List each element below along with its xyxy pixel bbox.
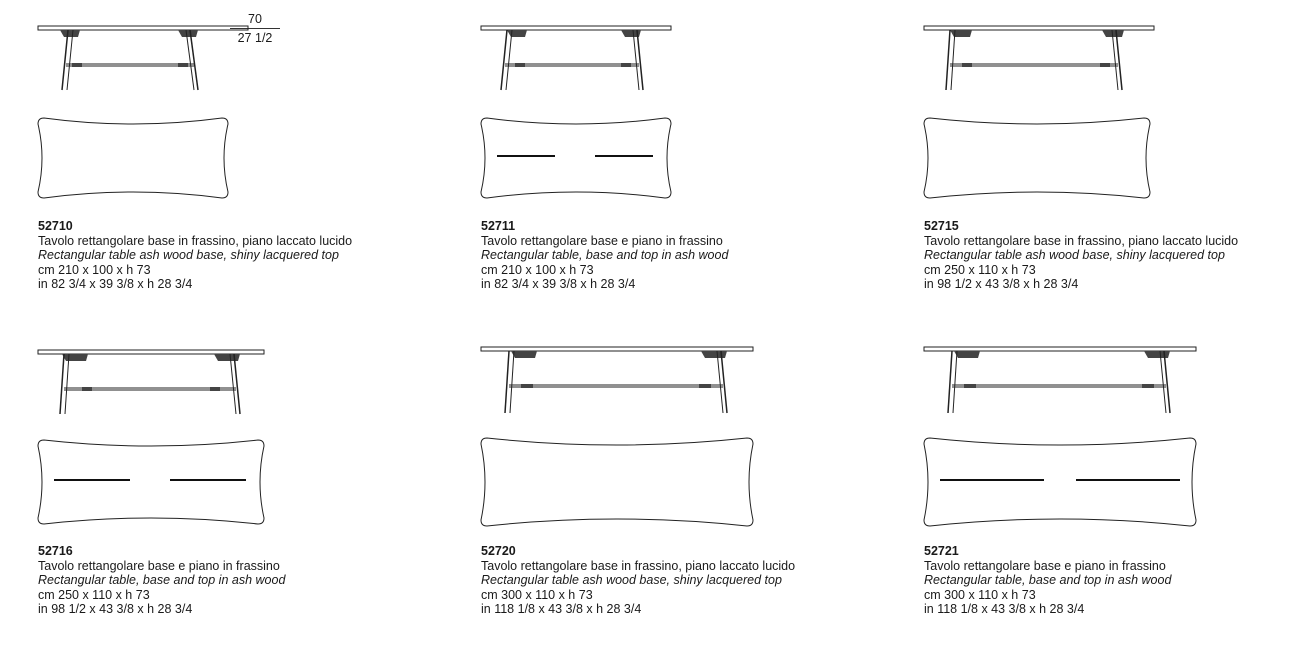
- description-italian: Tavolo rettangolare base e piano in frassino: [924, 558, 1166, 573]
- product-caption: [481, 219, 728, 292]
- table-elevation-drawing: [481, 345, 753, 419]
- table-plan-drawing: [924, 436, 1196, 528]
- description-italian: Tavolo rettangolare base in frassino, piano laccato lucido: [924, 233, 1239, 248]
- dimensions-inches: in 98 1/2 x 43 3/8 x h 28 3/4: [38, 602, 193, 617]
- dimensions-cm: cm 250 x 110 x h 73: [38, 587, 150, 602]
- table-elevation-drawing: [481, 24, 671, 96]
- description-english: Rectangular table ash wood base, shiny lacquered top: [924, 248, 1225, 263]
- height-cm: 70: [248, 12, 262, 26]
- description-italian: Tavolo rettangolare base in frassino, piano laccato lucido: [481, 558, 796, 573]
- dimensions-cm: cm 210 x 100 x h 73: [481, 262, 594, 277]
- table-plan-drawing: [924, 116, 1150, 200]
- description-italian: Tavolo rettangolare base in frassino, piano laccato lucido: [38, 233, 353, 248]
- dimensions-inches: in 82 3/4 x 39 3/8 x h 28 3/4: [38, 277, 193, 292]
- product-code: 52720: [481, 544, 516, 558]
- product-caption: [924, 544, 1171, 617]
- table-plan-drawing: [481, 116, 671, 200]
- product-code: 52710: [38, 219, 73, 233]
- table-plan-drawing: [38, 116, 228, 200]
- dimensions-cm: cm 210 x 100 x h 73: [38, 262, 151, 277]
- product-code: 52715: [924, 219, 959, 233]
- product-code: 52711: [481, 219, 516, 233]
- description-english: Rectangular table ash wood base, shiny lacquered top: [481, 573, 782, 588]
- table-elevation-drawing: [38, 348, 264, 420]
- product-caption: [481, 544, 795, 617]
- description-english: Rectangular table, base and top in ash wood: [38, 573, 286, 588]
- table-elevation-drawing: [924, 345, 1196, 419]
- product-caption: [924, 219, 1238, 292]
- dimensions-inches: in 82 3/4 x 39 3/8 x h 28 3/4: [481, 277, 636, 292]
- dimensions-cm: cm 300 x 110 x h 73: [481, 587, 593, 602]
- product-caption: [38, 544, 285, 617]
- dimensions-inches: in 118 1/8 x 43 3/8 x h 28 3/4: [924, 602, 1085, 617]
- table-elevation-drawing: [924, 24, 1154, 96]
- dimensions-inches: in 98 1/2 x 43 3/8 x h 28 3/4: [924, 277, 1079, 292]
- table-plan-drawing: [481, 436, 753, 528]
- description-english: Rectangular table, base and top in ash wood: [481, 248, 729, 263]
- table-elevation-drawing: [38, 24, 248, 96]
- description-italian: Tavolo rettangolare base e piano in frassino: [38, 558, 280, 573]
- dimensions-inches: in 118 1/8 x 43 3/8 x h 28 3/4: [481, 602, 642, 617]
- dimensions-cm: cm 300 x 110 x h 73: [924, 587, 1036, 602]
- height-inches: 27 1/2: [237, 31, 273, 45]
- description-italian: Tavolo rettangolare base e piano in frassino: [481, 233, 723, 248]
- product-caption: [38, 219, 352, 292]
- dimensions-cm: cm 250 x 110 x h 73: [924, 262, 1036, 277]
- product-code: 52716: [38, 544, 73, 558]
- description-english: Rectangular table, base and top in ash wood: [924, 573, 1172, 588]
- table-plan-drawing: [38, 438, 264, 526]
- product-code: 52721: [924, 544, 959, 558]
- description-english: Rectangular table ash wood base, shiny lacquered top: [38, 248, 339, 263]
